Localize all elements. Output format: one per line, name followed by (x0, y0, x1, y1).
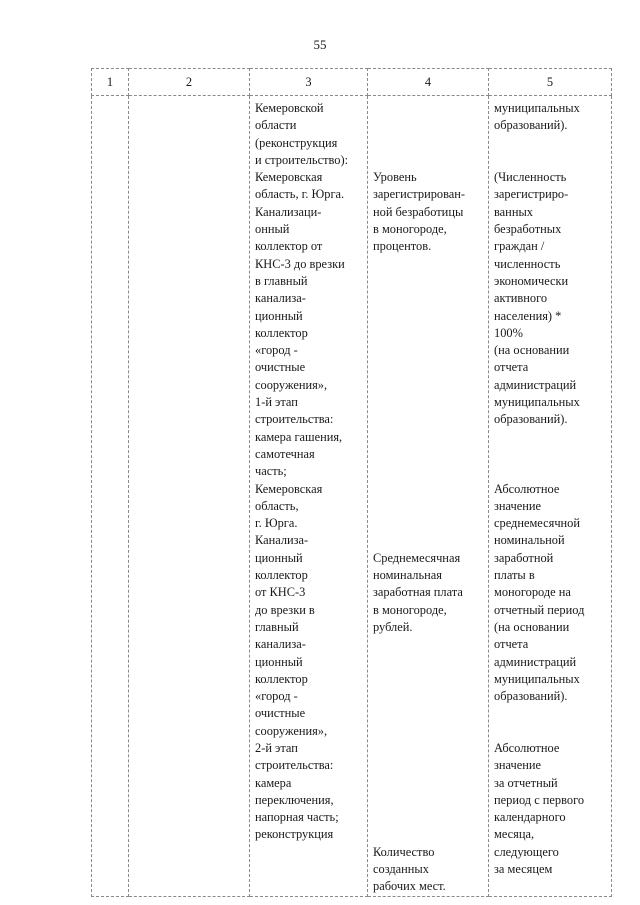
cell-col4-indicators: Уровень зарегистрирован- ной безработицы в моногороде, процентов. Среднемесячная номинальная заработная плата в моногороде, рублей. Количество созданных рабочих мест. (368, 96, 489, 897)
cell-col2 (129, 96, 250, 897)
table-header-row (92, 69, 612, 96)
cell-col1 (92, 96, 129, 897)
indicators-table (91, 68, 612, 897)
column-header-4: 4 (368, 69, 489, 96)
cell-col3-projects: Кемеровской области (реконструкция и строительство): Кемеровская область, г. Юрга. Канализаци- онный коллектор от КНС-3 до врезки в главный канализа- ционный коллектор «город - очистные сооружения», 1-й этап строительства: камера гашения, самотечная часть; Кемеровская область, г. Юрга. Канализа- ционный коллектор от КНС-3 до врезки в главный канализа- ционный коллектор «город - очистные сооружения», 2-й этап строительства: камера переключения, напорная часть; реконструкция (250, 96, 368, 897)
cell-col5-methodology: муниципальных образований). (Численность зарегистриро- ванных безработных граждан / численность экономически активного населения) * 100% (на основании отчета администраций муниципальных образований). Абсолютное значение среднемесячной номинальной заработной платы в моногороде на отчетный период (на основании отчета администраций муниципальных образований). Абсолютное значение за отчетный период с первого календарного месяца, следующего за месяцем (489, 96, 612, 897)
column-header-5: 5 (489, 69, 612, 96)
page-number: 55 (313, 37, 327, 52)
table-row (92, 96, 612, 897)
column-header-1: 1 (92, 69, 129, 96)
column-header-3: 3 (250, 69, 368, 96)
column-header-2: 2 (129, 69, 250, 96)
